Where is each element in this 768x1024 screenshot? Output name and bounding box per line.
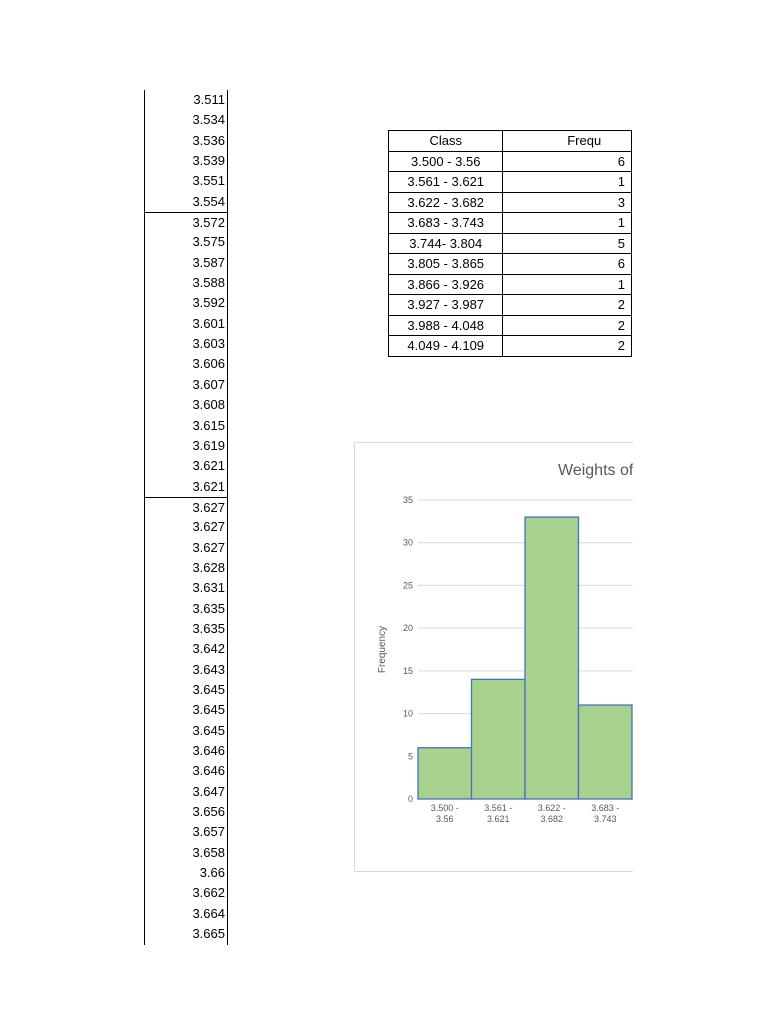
data-cell[interactable]: 3.621 [192,478,225,494]
table-row [389,172,632,193]
data-cell[interactable]: 3.645 [192,702,225,718]
table-header-row [389,131,632,152]
data-column [144,90,228,945]
header-class: Class [389,131,503,152]
frequency-cell[interactable]: 2 [503,336,632,357]
data-cell[interactable]: 3.621 [192,458,225,474]
data-cell[interactable]: 3.66 [199,865,225,881]
class-cell[interactable]: 3.988 - 4.048 [389,315,503,336]
data-cell[interactable]: 3.607 [192,376,225,392]
data-cell[interactable]: 3.603 [192,336,225,352]
class-cell[interactable]: 3.805 - 3.865 [389,254,503,275]
frequency-cell[interactable]: 5 [503,233,632,254]
data-cell[interactable]: 3.575 [192,234,225,250]
table-row [389,336,632,357]
x-tick-label: 3.683 - [591,803,620,813]
data-cell[interactable]: 3.554 [192,193,225,209]
data-cell[interactable]: 3.646 [192,743,225,758]
class-cell[interactable]: 3.866 - 3.926 [389,274,503,295]
y-tick-label: 35 [402,495,413,505]
class-cell[interactable]: 3.622 - 3.682 [389,192,503,213]
data-cell[interactable]: 3.587 [192,254,225,270]
data-cell[interactable]: 3.657 [192,824,225,840]
data-cell[interactable]: 3.664 [192,905,225,921]
y-tick-label: 30 [402,537,413,548]
data-cell[interactable]: 3.656 [192,804,225,820]
class-cell[interactable]: 3.561 - 3.621 [389,172,503,193]
data-cell[interactable]: 3.643 [192,661,225,677]
class-cell[interactable]: 3.744- 3.804 [389,233,503,254]
data-cell[interactable]: 3.645 [192,722,225,738]
table-row [389,274,632,295]
data-cell[interactable]: 3.551 [192,173,225,189]
data-cell[interactable]: 3.647 [192,783,225,799]
data-cell[interactable]: 3.631 [192,580,225,596]
data-cell[interactable]: 3.627 [145,497,227,517]
x-tick-label: 3.621 [486,814,510,824]
histogram-bar [525,517,579,799]
data-cell[interactable]: 3.615 [192,417,225,433]
data-cell[interactable]: 3.511 [193,92,225,107]
y-tick-label: 0 [407,794,413,804]
table-row [389,213,632,234]
histogram-bar [418,748,472,799]
class-cell[interactable]: 3.500 - 3.56 [389,151,503,172]
y-tick-label: 15 [402,665,413,676]
data-cell[interactable]: 3.536 [192,132,225,148]
data-cell[interactable]: 3.628 [192,559,225,575]
y-tick-label: 20 [402,623,413,634]
header-frequency: Frequ [503,131,632,152]
x-tick-label: 3.682 [540,814,564,824]
x-tick-label: 3.56 [435,814,454,824]
x-tick-label: 3.743 [593,814,617,824]
data-cell[interactable]: 3.534 [192,112,225,128]
histogram-chart[interactable] [354,442,633,872]
table-row [389,233,632,254]
frequency-cell[interactable]: 2 [503,315,632,336]
chart-title: Weights of [558,462,633,479]
data-cell[interactable]: 3.658 [192,844,225,860]
table-row [389,192,632,213]
data-cell[interactable]: 3.635 [192,620,225,636]
class-cell[interactable]: 3.683 - 3.743 [389,213,503,234]
histogram-bar [579,705,633,799]
table-row [389,151,632,172]
x-tick-label: 3.561 - [484,803,513,813]
table-row [389,295,632,316]
frequency-cell[interactable]: 6 [503,254,632,275]
data-cell[interactable]: 3.588 [192,275,225,291]
histogram-bar [472,679,526,799]
frequency-table [388,130,632,357]
frequency-cell[interactable]: 1 [503,172,632,193]
data-cell[interactable]: 3.642 [192,641,225,657]
table-row [389,254,632,275]
data-cell[interactable]: 3.608 [192,397,225,413]
y-tick-label: 10 [402,708,413,719]
frequency-cell[interactable]: 1 [503,213,632,234]
data-cell[interactable]: 3.627 [192,519,225,535]
data-cell[interactable]: 3.619 [192,437,225,453]
data-cell[interactable]: 3.606 [192,356,225,372]
y-tick-label: 5 [407,751,413,762]
frequency-cell[interactable]: 3 [503,192,632,213]
data-cell[interactable]: 3.665 [192,926,225,942]
x-tick-label: 3.622 - [537,803,566,813]
frequency-cell[interactable]: 6 [503,151,632,172]
y-axis-title: Frequency [377,625,388,674]
histogram-svg [355,443,633,871]
class-cell[interactable]: 3.927 - 3.987 [389,295,503,316]
x-tick-label: 3.500 - [430,803,459,813]
data-cell[interactable]: 3.646 [192,763,225,779]
data-cell[interactable]: 3.572 [145,212,227,232]
frequency-cell[interactable]: 1 [503,274,632,295]
data-cell[interactable]: 3.539 [192,153,225,169]
class-cell[interactable]: 4.049 - 4.109 [389,336,503,357]
y-tick-label: 25 [402,580,413,591]
data-cell[interactable]: 3.662 [192,885,225,901]
data-cell[interactable]: 3.627 [192,539,225,555]
frequency-cell[interactable]: 2 [503,295,632,316]
data-cell[interactable]: 3.601 [192,315,225,331]
frequency-table-wrapper [388,130,632,357]
data-cell[interactable]: 3.645 [192,681,225,697]
data-cell[interactable]: 3.592 [192,295,225,311]
table-row [389,315,632,336]
data-cell[interactable]: 3.635 [192,600,225,616]
